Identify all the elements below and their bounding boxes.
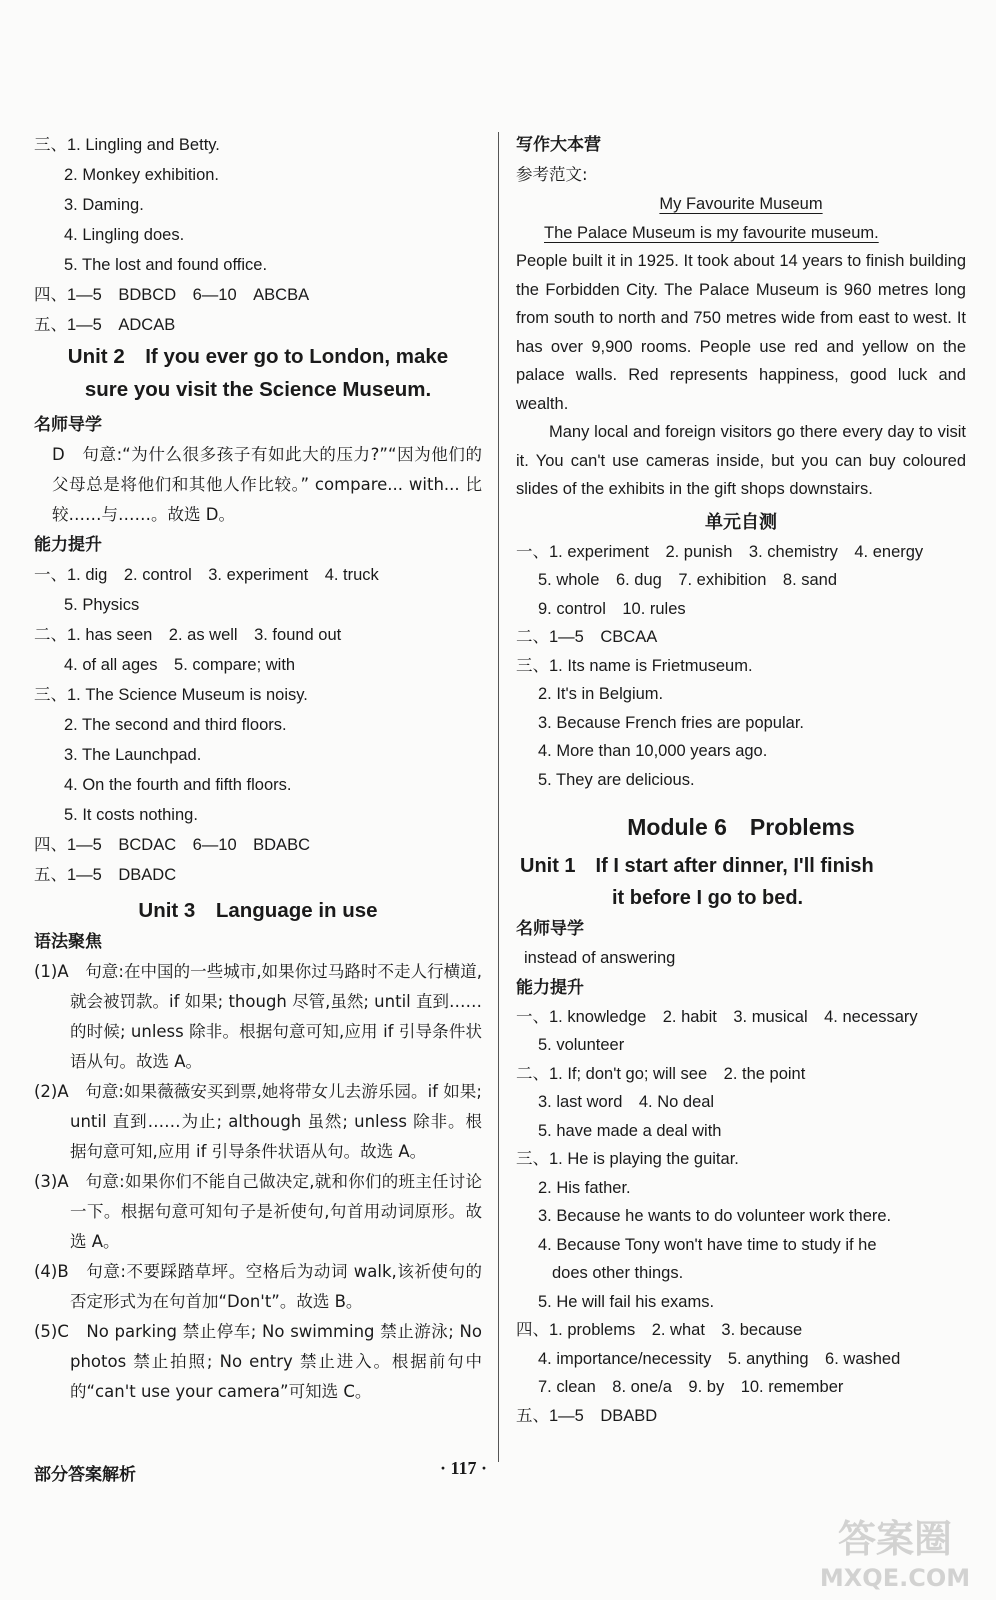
answer-line: 3. Because French fries are popular. <box>538 713 804 732</box>
left-column <box>34 130 482 1407</box>
answer-line: 5. have made a deal with <box>538 1121 722 1140</box>
section-heading: 名师导学 <box>516 919 584 939</box>
essay-paragraph: Many local and foreign visitors go there every day to visit it. You can't use cameras inside, but you can buy coloured slides of the exhibits in the gift shops downstairs. <box>516 423 966 498</box>
answer-line: 五、1—5 DBABD <box>516 1406 658 1425</box>
answer-line: 5. It costs nothing. <box>64 806 198 824</box>
answer-line: 4. Lingling does. <box>64 226 185 244</box>
essay-title-text: My Favourite Museum <box>659 195 823 213</box>
unit-title: Unit 1 If I start after dinner, I'll finish <box>520 855 874 877</box>
answer-line: 一、1. dig 2. control 3. experiment 4. truck <box>34 566 379 584</box>
answer-line: 9. control 10. rules <box>538 599 686 618</box>
answer-line: 一、1. experiment 2. punish 3. chemistry 4. energy <box>516 542 924 561</box>
essay-first-line-text: The Palace Museum is my favourite museum. <box>544 223 879 242</box>
answer-line: 5. whole 6. dug 7. exhibition 8. sand <box>538 571 838 589</box>
module-title: Module 6 Problems <box>627 814 855 840</box>
essay-title <box>516 190 966 219</box>
watermark-logo <box>820 1510 970 1594</box>
answer-line: 5. They are delicious. <box>538 770 695 789</box>
answer-line: 7. clean 8. one/a 9. by 10. remember <box>538 1378 844 1396</box>
answer-line: 四、1—5 BCDAC 6—10 BDABC <box>34 836 310 854</box>
answer-line: 2. Monkey exhibition. <box>64 166 220 184</box>
sample-label: 参考范文: <box>516 165 588 184</box>
answer-line: 五、1—5 DBADC <box>34 866 177 884</box>
grammar-item: (5)C No parking 禁止停车; No swimming 禁止游泳; No photos 禁止拍照; No entry 禁止进入。根据前句中的“can't use your camera”可知选 C。 <box>34 1322 482 1401</box>
answer-line: 3. The Launchpad. <box>64 746 202 764</box>
guide-text: instead of answering <box>524 949 676 967</box>
grammar-item: (3)A 句意:如果你们不能自己做决定,就和你们的班主任讨论一下。根据句意可知句子是祈使句,句首用动词原形。故选 A。 <box>34 1172 482 1251</box>
essay-first-line <box>516 219 966 248</box>
answer-line: 4. of all ages 5. compare; with <box>64 656 296 674</box>
answer-line: 三、1. The Science Museum is noisy. <box>34 686 308 704</box>
answer-line: 3. last word 4. No deal <box>538 1093 715 1111</box>
page-number: · 117 · <box>440 1458 488 1478</box>
section-heading: 能力提升 <box>34 535 102 555</box>
answer-line: 三、1. He is playing the guitar. <box>516 1150 739 1168</box>
answer-line: 2. His father. <box>538 1178 631 1197</box>
answer-line: 五、1—5 ADCAB <box>34 316 176 334</box>
unit-title: Unit 3 Language in use <box>138 899 378 922</box>
right-column <box>516 130 966 1430</box>
answer-line: 一、1. knowledge 2. habit 3. musical 4. necessary <box>516 1007 918 1026</box>
footer-label: 部分答案解析 <box>34 1465 136 1485</box>
column-divider <box>498 132 499 1462</box>
answer-line: 2. It's in Belgium. <box>538 685 664 703</box>
grammar-item: (1)A 句意:在中国的一些城市,如果你过马路时不走人行横道,就会被罚款。if 如果; though 尽管,虽然; until 直到……的时候; unless 除非。根据句意可知,应用 if 引导条件状语从句。故选 A。 <box>34 962 482 1071</box>
guide-text: D 句意:“为什么很多孩子有如此大的压力?”“因为他们的父母总是将他们和其他人作比较。” compare... with... 比较……与……。故选 D。 <box>52 445 482 524</box>
answer-line: 5. Physics <box>64 596 140 614</box>
answer-line: 三、1. Its name is Frietmuseum. <box>516 656 753 675</box>
section-heading: 名师导学 <box>34 415 102 435</box>
answer-line: 二、1. has seen 2. as well 3. found out <box>34 626 342 644</box>
unit-title: sure you visit the Science Museum. <box>84 378 432 401</box>
grammar-item: (4)B 句意:不要踩踏草坪。空格后为动词 walk,该祈使句的否定形式为在句首加“Don't”。故选 B。 <box>34 1262 482 1311</box>
unit-title: it before I go to bed. <box>612 887 804 909</box>
answer-line: 二、1—5 CBCAA <box>516 628 658 646</box>
answer-line: 5. He will fail his exams. <box>538 1292 715 1311</box>
answer-line: 4. importance/necessity 5. anything 6. washed <box>538 1349 901 1368</box>
answer-line: 5. volunteer <box>538 1036 625 1054</box>
section-heading: 能力提升 <box>516 977 584 998</box>
answer-line: 4. More than 10,000 years ago. <box>538 742 768 760</box>
section-heading: 写作大本营 <box>516 135 601 155</box>
unit-title: Unit 2 If you ever go to London, make <box>67 345 449 368</box>
answer-line: 3. Daming. <box>64 196 144 214</box>
answer-line: 4. On the fourth and fifth floors. <box>64 776 292 794</box>
watermark-url: MXQE.COM <box>820 1564 970 1592</box>
section-heading: 语法聚焦 <box>34 932 102 952</box>
answer-line: 四、1—5 BDBCD 6—10 ABCBA <box>34 286 310 304</box>
answer-line: 3. Because he wants to do volunteer work there. <box>538 1207 892 1225</box>
essay-paragraph: People built it in 1925. It took about 14 years to finish building the Forbidden City. The Palace Museum is 960 metres long from south to north and 750 metres wide from east to west. It has over 9,900 rooms. People use red and yellow on the palace walls. Red represents happiness, good luck and wealth. <box>516 252 966 413</box>
answer-line: 二、1. If; don't go; will see 2. the point <box>516 1064 806 1083</box>
answer-line: 四、1. problems 2. what 3. because <box>516 1321 803 1339</box>
answer-line: 5. The lost and found office. <box>64 256 268 274</box>
watermark-text: 答案圈 <box>837 1517 953 1561</box>
section-heading: 单元自测 <box>705 511 777 533</box>
answer-line: 三、1. Lingling and Betty. <box>34 136 220 154</box>
answer-line: does other things. <box>552 1264 684 1282</box>
answer-line: 2. The second and third floors. <box>64 716 287 734</box>
grammar-item: (2)A 句意:如果薇薇安买到票,她将带女儿去游乐园。if 如果; until 直到……为止; although 虽然; unless 除非。根据句意可知,应用 if 引导条件状语从句。故选 A。 <box>34 1082 482 1161</box>
answer-line: 4. Because Tony won't have time to study if he <box>538 1235 877 1254</box>
